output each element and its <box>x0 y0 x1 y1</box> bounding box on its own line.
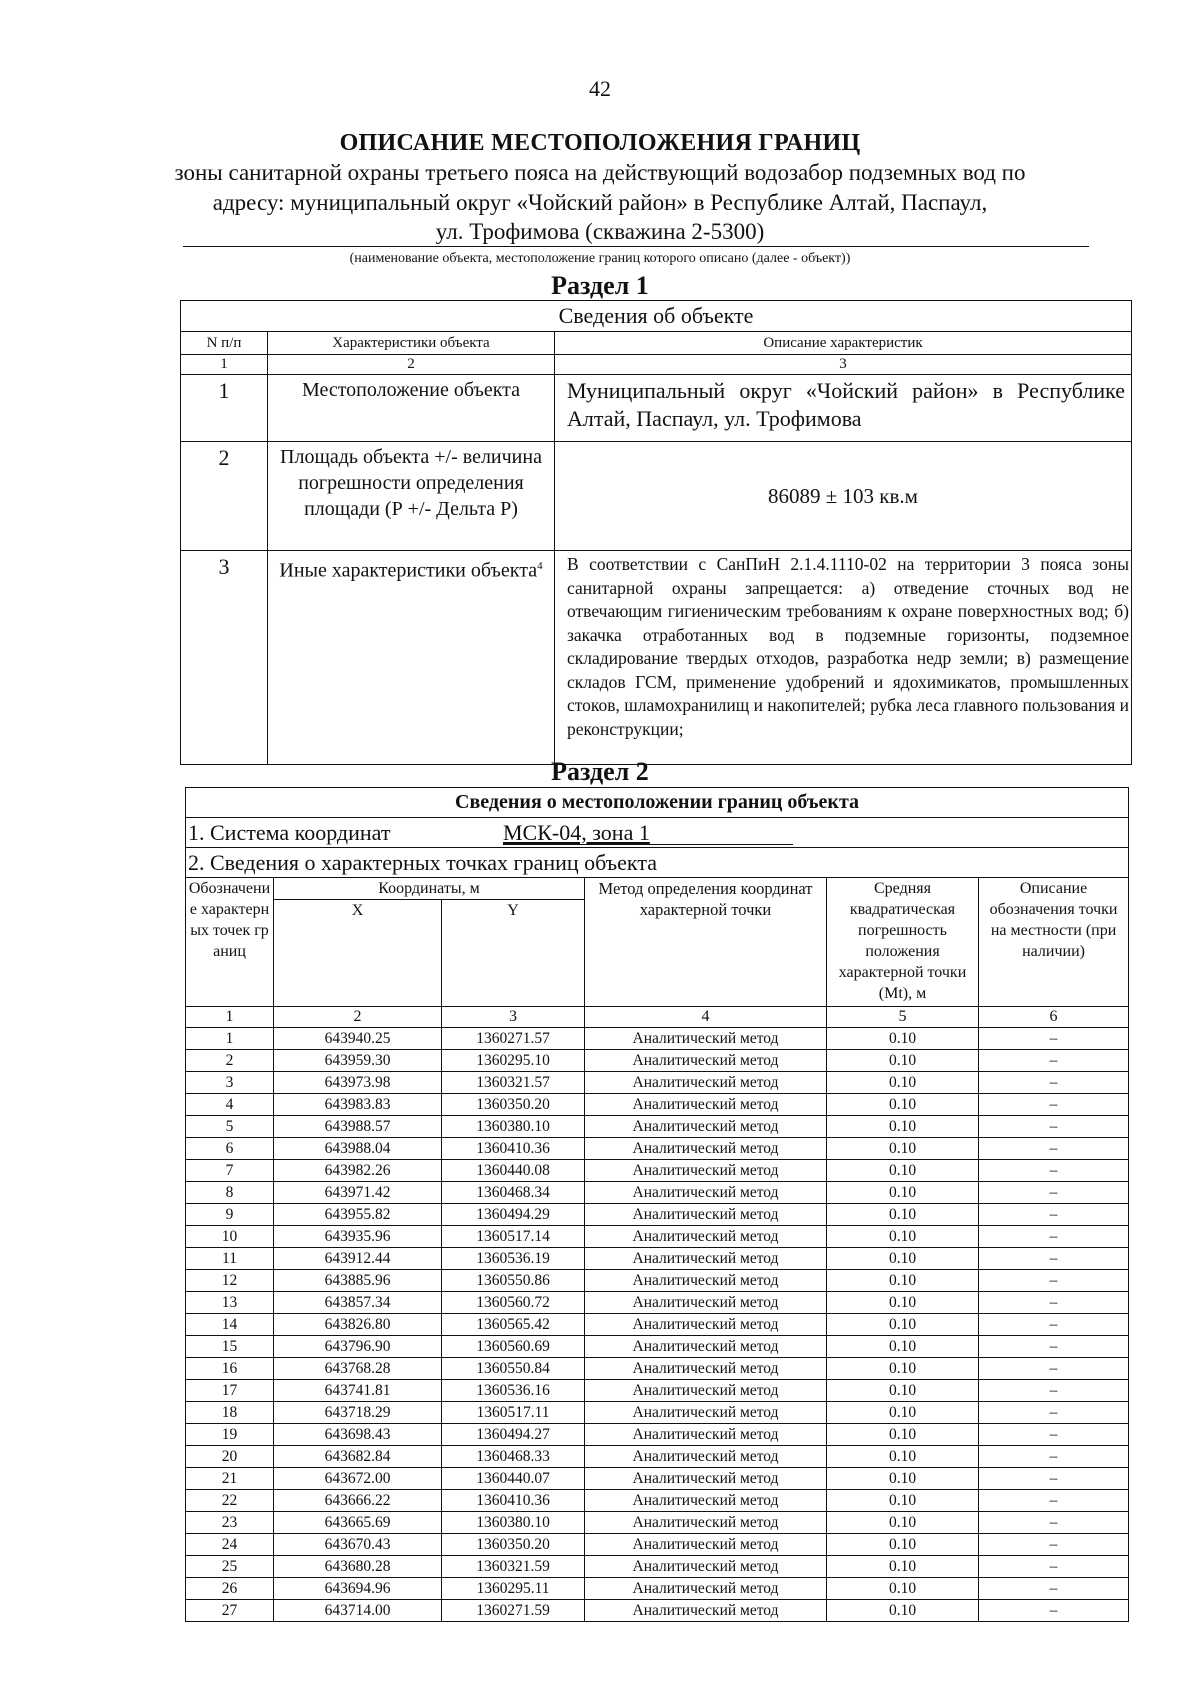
y-coordinate: 1360295.11 <box>442 1578 585 1600</box>
point-description: – <box>979 1600 1129 1622</box>
column-header: Описание обозначения точки на местности (при наличии) <box>979 878 1129 1007</box>
characteristic-text: Иные характеристики объекта <box>279 559 538 582</box>
point-description: – <box>979 1248 1129 1270</box>
error-value: 0.10 <box>827 1358 979 1380</box>
y-coordinate: 1360565.42 <box>442 1314 585 1336</box>
column-header: Y <box>442 900 585 1007</box>
characteristic-cell: Площадь объекта +/- величина погрешности определения площади (Р +/- Дельта Р) <box>268 442 555 551</box>
point-description: – <box>979 1226 1129 1248</box>
point-number: 7 <box>186 1160 274 1182</box>
column-index: 3 <box>442 1007 585 1028</box>
point-description: – <box>979 1050 1129 1072</box>
y-coordinate: 1360350.20 <box>442 1094 585 1116</box>
method-cell: Аналитический метод <box>585 1116 827 1138</box>
table-row <box>186 1512 1129 1534</box>
x-coordinate: 643971.42 <box>274 1182 442 1204</box>
point-description: – <box>979 1490 1129 1512</box>
point-description: – <box>979 1336 1129 1358</box>
row-number: 3 <box>181 551 268 765</box>
table-row <box>186 1094 1129 1116</box>
point-number: 22 <box>186 1490 274 1512</box>
table-row <box>186 1116 1129 1138</box>
table-row <box>186 1534 1129 1556</box>
table-row <box>186 1292 1129 1314</box>
y-coordinate: 1360494.29 <box>442 1204 585 1226</box>
table-row <box>186 1204 1129 1226</box>
row-number: 2 <box>181 442 268 551</box>
error-value: 0.10 <box>827 1028 979 1050</box>
coordinate-system-label: 1. Система координат <box>188 819 391 845</box>
error-value: 0.10 <box>827 1512 979 1534</box>
subtitle-line: зоны санитарной охраны третьего пояса на действующий водозабор подземных вод по <box>174 160 1026 185</box>
y-coordinate: 1360468.34 <box>442 1182 585 1204</box>
x-coordinate: 643940.25 <box>274 1028 442 1050</box>
point-number: 13 <box>186 1292 274 1314</box>
method-cell: Аналитический метод <box>585 1072 827 1094</box>
table-row <box>186 1490 1129 1512</box>
column-header: Координаты, м <box>274 878 585 900</box>
error-value: 0.10 <box>827 1182 979 1204</box>
x-coordinate: 643665.69 <box>274 1512 442 1534</box>
point-number: 25 <box>186 1556 274 1578</box>
y-coordinate: 1360350.20 <box>442 1534 585 1556</box>
y-coordinate: 1360410.36 <box>442 1138 585 1160</box>
point-number: 23 <box>186 1512 274 1534</box>
x-coordinate: 643988.57 <box>274 1116 442 1138</box>
table-row <box>186 1160 1129 1182</box>
error-value: 0.10 <box>827 1468 979 1490</box>
table-row <box>186 1358 1129 1380</box>
column-header: Характеристики объекта <box>268 332 555 355</box>
point-number: 12 <box>186 1270 274 1292</box>
table-row <box>181 551 1132 765</box>
coordinate-system-row <box>186 818 1129 848</box>
method-cell: Аналитический метод <box>585 1512 827 1534</box>
y-coordinate: 1360560.69 <box>442 1336 585 1358</box>
point-description: – <box>979 1380 1129 1402</box>
x-coordinate: 643912.44 <box>274 1248 442 1270</box>
method-cell: Аналитический метод <box>585 1028 827 1050</box>
method-cell: Аналитический метод <box>585 1490 827 1512</box>
y-coordinate: 1360560.72 <box>442 1292 585 1314</box>
error-value: 0.10 <box>827 1094 979 1116</box>
x-coordinate: 643973.98 <box>274 1072 442 1094</box>
point-description: – <box>979 1424 1129 1446</box>
y-coordinate: 1360440.07 <box>442 1468 585 1490</box>
error-value: 0.10 <box>827 1160 979 1182</box>
point-number: 9 <box>186 1204 274 1226</box>
method-cell: Аналитический метод <box>585 1050 827 1072</box>
point-number: 4 <box>186 1094 274 1116</box>
table-row <box>186 1270 1129 1292</box>
column-header: Описание характеристик <box>555 332 1132 355</box>
error-value: 0.10 <box>827 1578 979 1600</box>
method-cell: Аналитический метод <box>585 1270 827 1292</box>
method-cell: Аналитический метод <box>585 1160 827 1182</box>
point-number: 20 <box>186 1446 274 1468</box>
coordinate-system-value: МСК-04, зона 1 <box>503 822 793 845</box>
point-description: – <box>979 1512 1129 1534</box>
table-row <box>186 1182 1129 1204</box>
y-coordinate: 1360550.84 <box>442 1358 585 1380</box>
area-value: 86089 ± 103 кв.м <box>555 442 1132 551</box>
error-value: 0.10 <box>827 1072 979 1094</box>
point-number: 19 <box>186 1424 274 1446</box>
point-description: – <box>979 1402 1129 1424</box>
y-coordinate: 1360440.08 <box>442 1160 585 1182</box>
method-cell: Аналитический метод <box>585 1468 827 1490</box>
point-number: 15 <box>186 1336 274 1358</box>
point-number: 8 <box>186 1182 274 1204</box>
point-number: 10 <box>186 1226 274 1248</box>
error-value: 0.10 <box>827 1380 979 1402</box>
y-coordinate: 1360295.10 <box>442 1050 585 1072</box>
point-description: – <box>979 1072 1129 1094</box>
table-row <box>186 1138 1129 1160</box>
method-cell: Аналитический метод <box>585 1600 827 1622</box>
y-coordinate: 1360517.11 <box>442 1402 585 1424</box>
error-value: 0.10 <box>827 1336 979 1358</box>
method-cell: Аналитический метод <box>585 1534 827 1556</box>
boundary-points-table <box>185 787 1129 1622</box>
method-cell: Аналитический метод <box>585 1578 827 1600</box>
point-number: 11 <box>186 1248 274 1270</box>
x-coordinate: 643694.96 <box>274 1578 442 1600</box>
point-number: 6 <box>186 1138 274 1160</box>
column-index: 5 <box>827 1007 979 1028</box>
table-row <box>186 1424 1129 1446</box>
point-description: – <box>979 1182 1129 1204</box>
method-cell: Аналитический метод <box>585 1226 827 1248</box>
table-row <box>186 1468 1129 1490</box>
error-value: 0.10 <box>827 1226 979 1248</box>
y-coordinate: 1360321.59 <box>442 1556 585 1578</box>
y-coordinate: 1360494.27 <box>442 1424 585 1446</box>
x-coordinate: 643959.30 <box>274 1050 442 1072</box>
method-cell: Аналитический метод <box>585 1182 827 1204</box>
point-number: 27 <box>186 1600 274 1622</box>
object-caption: (наименование объекта, местоположение границ которого описано (далее - объект)) <box>349 251 851 266</box>
table-title: Сведения об объекте <box>181 301 1132 332</box>
y-coordinate: 1360271.57 <box>442 1028 585 1050</box>
point-description: – <box>979 1358 1129 1380</box>
y-coordinate: 1360321.57 <box>442 1072 585 1094</box>
point-description: – <box>979 1314 1129 1336</box>
table-row <box>186 1336 1129 1358</box>
error-value: 0.10 <box>827 1424 979 1446</box>
point-number: 5 <box>186 1116 274 1138</box>
y-coordinate: 1360536.19 <box>442 1248 585 1270</box>
table-row <box>186 1380 1129 1402</box>
table-row <box>186 1556 1129 1578</box>
error-value: 0.10 <box>827 1534 979 1556</box>
y-coordinate: 1360550.86 <box>442 1270 585 1292</box>
y-coordinate: 1360380.10 <box>442 1512 585 1534</box>
x-coordinate: 643718.29 <box>274 1402 442 1424</box>
column-header: Метод определения координат характерной точки <box>585 878 827 1007</box>
document-title: ОПИСАНИЕ МЕСТОПОЛОЖЕНИЯ ГРАНИЦ <box>339 130 861 156</box>
point-number: 21 <box>186 1468 274 1490</box>
point-description: – <box>979 1204 1129 1226</box>
footnote-mark: 4 <box>537 560 543 572</box>
object-info-table <box>180 300 1132 765</box>
subtitle-line: адресу: муниципальный округ «Чойский район» в Республике Алтай, Паспаул, <box>212 190 988 215</box>
point-number: 16 <box>186 1358 274 1380</box>
x-coordinate: 643682.84 <box>274 1446 442 1468</box>
x-coordinate: 643988.04 <box>274 1138 442 1160</box>
point-description: – <box>979 1292 1129 1314</box>
x-coordinate: 643955.82 <box>274 1204 442 1226</box>
y-coordinate: 1360410.36 <box>442 1490 585 1512</box>
section2-heading: Раздел 2 <box>551 757 649 786</box>
table-row <box>186 1050 1129 1072</box>
error-value: 0.10 <box>827 1490 979 1512</box>
error-value: 0.10 <box>827 1050 979 1072</box>
x-coordinate: 643714.00 <box>274 1600 442 1622</box>
x-coordinate: 643670.43 <box>274 1534 442 1556</box>
error-value: 0.10 <box>827 1204 979 1226</box>
error-value: 0.10 <box>827 1116 979 1138</box>
table-row <box>186 1600 1129 1622</box>
section1-heading: Раздел 1 <box>551 271 649 300</box>
point-number: 3 <box>186 1072 274 1094</box>
point-description: – <box>979 1446 1129 1468</box>
x-coordinate: 643982.26 <box>274 1160 442 1182</box>
point-description: – <box>979 1468 1129 1490</box>
point-number: 24 <box>186 1534 274 1556</box>
table-row <box>186 1314 1129 1336</box>
y-coordinate: 1360468.33 <box>442 1446 585 1468</box>
method-cell: Аналитический метод <box>585 1424 827 1446</box>
table-row <box>181 442 1132 551</box>
error-value: 0.10 <box>827 1292 979 1314</box>
method-cell: Аналитический метод <box>585 1248 827 1270</box>
description-cell: В соответствии с СанПиН 2.1.4.1110-02 на территории 3 пояса зоны санитарной охраны запрещается: а) отведение сточных вод не отвечающим гигиеническим требованиям к охране поверхностных вод; б) закачка отработанных вод в подземные горизонты, подземное складирование твердых отходов, разработка недр земли; в) размещение складов ГСМ, применение удобрений и ядохимикатов, промышленных стоков, шламохранилищ и накопителей; рубка леса главного пользования и реконструкции; <box>555 551 1132 765</box>
point-description: – <box>979 1028 1129 1050</box>
page-number: 42 <box>589 76 611 101</box>
column-header: N п/п <box>181 332 268 355</box>
error-value: 0.10 <box>827 1138 979 1160</box>
x-coordinate: 643857.34 <box>274 1292 442 1314</box>
x-coordinate: 643796.90 <box>274 1336 442 1358</box>
error-value: 0.10 <box>827 1446 979 1468</box>
column-index: 3 <box>555 355 1132 375</box>
characteristic-cell <box>268 551 555 765</box>
table-row <box>181 375 1132 442</box>
x-coordinate: 643680.28 <box>274 1556 442 1578</box>
description-cell: Муниципальный округ «Чойский район» в Республике Алтай, Паспаул, ул. Трофимова <box>555 375 1132 442</box>
point-description: – <box>979 1578 1129 1600</box>
y-coordinate: 1360271.59 <box>442 1600 585 1622</box>
column-index: 4 <box>585 1007 827 1028</box>
error-value: 0.10 <box>827 1248 979 1270</box>
y-coordinate: 1360380.10 <box>442 1116 585 1138</box>
subtitle-line: ул. Трофимова (скважина 2-5300) <box>435 219 765 244</box>
table-row <box>186 1248 1129 1270</box>
x-coordinate: 643885.96 <box>274 1270 442 1292</box>
point-number: 17 <box>186 1380 274 1402</box>
table-row <box>186 1578 1129 1600</box>
table-row <box>186 1226 1129 1248</box>
point-description: – <box>979 1160 1129 1182</box>
points-label-row: 2. Сведения о характерных точках границ объекта <box>186 848 1129 878</box>
method-cell: Аналитический метод <box>585 1292 827 1314</box>
method-cell: Аналитический метод <box>585 1556 827 1578</box>
column-index: 2 <box>274 1007 442 1028</box>
method-cell: Аналитический метод <box>585 1314 827 1336</box>
y-coordinate: 1360517.14 <box>442 1226 585 1248</box>
row-number: 1 <box>181 375 268 442</box>
error-value: 0.10 <box>827 1314 979 1336</box>
x-coordinate: 643768.28 <box>274 1358 442 1380</box>
x-coordinate: 643983.83 <box>274 1094 442 1116</box>
table-row <box>186 1028 1129 1050</box>
error-value: 0.10 <box>827 1270 979 1292</box>
x-coordinate: 643666.22 <box>274 1490 442 1512</box>
point-number: 26 <box>186 1578 274 1600</box>
method-cell: Аналитический метод <box>585 1358 827 1380</box>
column-index: 1 <box>186 1007 274 1028</box>
point-number: 18 <box>186 1402 274 1424</box>
method-cell: Аналитический метод <box>585 1138 827 1160</box>
method-cell: Аналитический метод <box>585 1380 827 1402</box>
table-row <box>186 1446 1129 1468</box>
table-row <box>186 1402 1129 1424</box>
characteristic-cell: Местоположение объекта <box>268 375 555 442</box>
title-underline <box>183 246 1089 247</box>
method-cell: Аналитический метод <box>585 1402 827 1424</box>
error-value: 0.10 <box>827 1556 979 1578</box>
error-value: 0.10 <box>827 1600 979 1622</box>
table-row <box>186 1072 1129 1094</box>
column-index: 1 <box>181 355 268 375</box>
point-description: – <box>979 1270 1129 1292</box>
y-coordinate: 1360536.16 <box>442 1380 585 1402</box>
x-coordinate: 643826.80 <box>274 1314 442 1336</box>
point-number: 1 <box>186 1028 274 1050</box>
x-coordinate: 643935.96 <box>274 1226 442 1248</box>
column-index: 6 <box>979 1007 1129 1028</box>
method-cell: Аналитический метод <box>585 1446 827 1468</box>
column-header: X <box>274 900 442 1007</box>
column-header: Обозначение характерных точек границ <box>186 878 274 1007</box>
table-title: Сведения о местоположении границ объекта <box>186 788 1129 818</box>
column-index: 2 <box>268 355 555 375</box>
method-cell: Аналитический метод <box>585 1094 827 1116</box>
x-coordinate: 643672.00 <box>274 1468 442 1490</box>
x-coordinate: 643741.81 <box>274 1380 442 1402</box>
point-number: 2 <box>186 1050 274 1072</box>
method-cell: Аналитический метод <box>585 1336 827 1358</box>
error-value: 0.10 <box>827 1402 979 1424</box>
point-description: – <box>979 1534 1129 1556</box>
point-description: – <box>979 1138 1129 1160</box>
point-description: – <box>979 1556 1129 1578</box>
point-description: – <box>979 1094 1129 1116</box>
point-description: – <box>979 1116 1129 1138</box>
x-coordinate: 643698.43 <box>274 1424 442 1446</box>
method-cell: Аналитический метод <box>585 1204 827 1226</box>
point-number: 14 <box>186 1314 274 1336</box>
column-header: Средняя квадратическая погрешность положения характерной точки (Mt), м <box>827 878 979 1007</box>
